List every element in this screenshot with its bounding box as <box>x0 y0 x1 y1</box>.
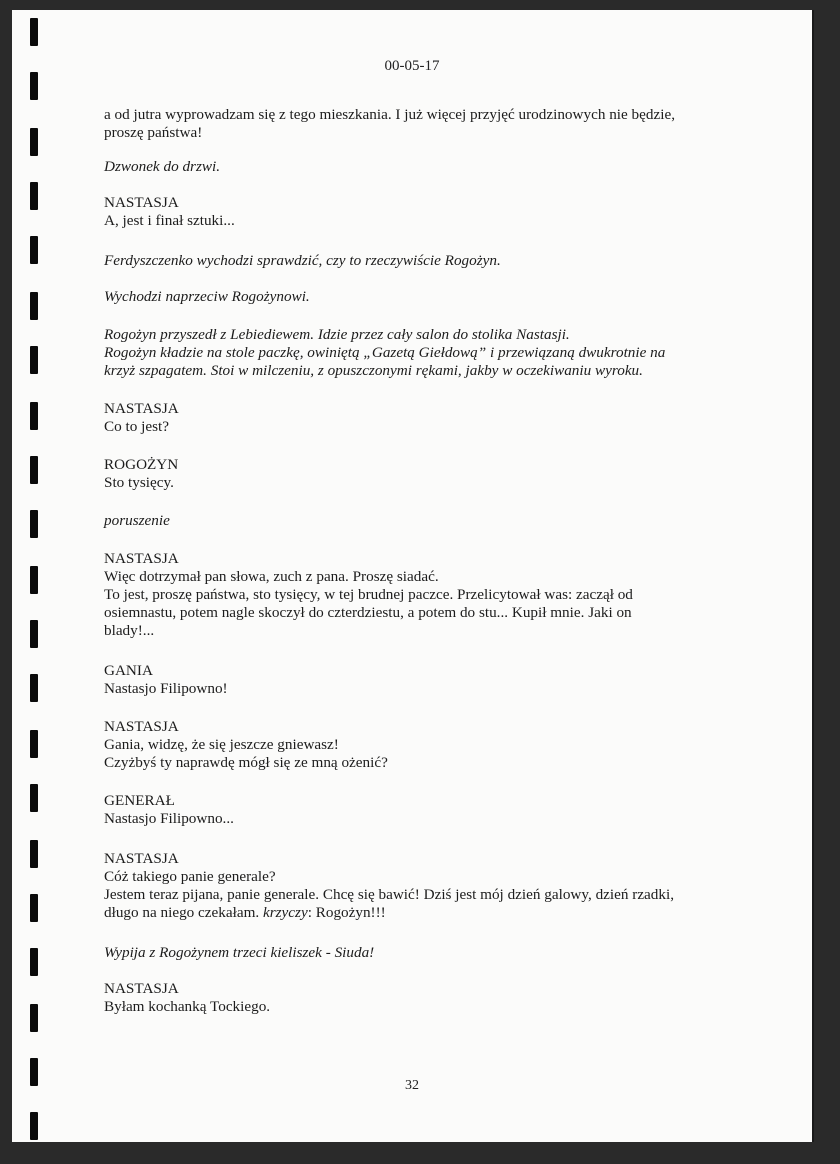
binding-hole <box>30 1112 38 1140</box>
dialogue-block <box>104 718 716 772</box>
speaker-name: GENERAŁ <box>104 792 175 809</box>
text-line: poruszenie <box>104 512 170 529</box>
stage-direction <box>104 252 716 270</box>
stage-direction <box>104 944 716 962</box>
dialogue-block <box>104 194 716 230</box>
text-line: Wychodzi naprzeciw Rogożynowi. <box>104 288 310 305</box>
speaker-name: NASTASJA <box>104 194 179 211</box>
text-line: A, jest i finał sztuki... <box>104 212 235 229</box>
text-line: Dzwonek do drzwi. <box>104 158 221 175</box>
text-line: blady!... <box>104 622 155 639</box>
text-line: długo na niego czekałam. <box>104 904 263 921</box>
speaker-name: NASTASJA <box>104 400 179 417</box>
text-line: Nastasjo Filipowno... <box>104 810 234 827</box>
text-line: Gania, widzę, że się jeszcze gniewasz! <box>104 736 339 753</box>
binding-hole <box>30 236 38 264</box>
dialogue-block <box>104 980 716 1016</box>
dialogue-block <box>104 662 716 698</box>
dialogue-block <box>104 550 716 640</box>
text-line: Rogożyn kładzie na stole paczkę, owiniętą „Gazetą Giełdową” i przewiązaną dwukrotnie na <box>104 344 666 361</box>
text-line: proszę państwa! <box>104 124 203 141</box>
binding-hole <box>30 674 38 702</box>
binding-hole <box>30 72 38 100</box>
stage-direction <box>104 158 716 176</box>
text-line: krzyż szpagatem. Stoi w milczeniu, z opuszczonymi rękami, jakby w oczekiwaniu wyroku. <box>104 362 643 379</box>
text-line: Wypija z Rogożynem trzeci kieliszek - Siuda! <box>104 944 375 961</box>
text-line: Ferdyszczenko wychodzi sprawdzić, czy to rzeczywiście Rogożyn. <box>104 252 501 269</box>
page-header-date: 00-05-17 <box>384 58 440 74</box>
binding-holes <box>12 10 52 1142</box>
stage-direction <box>104 326 716 380</box>
binding-hole <box>30 182 38 210</box>
dialogue-block <box>104 456 716 492</box>
binding-hole <box>30 128 38 156</box>
speaker-name: NASTASJA <box>104 718 179 735</box>
binding-hole <box>30 510 38 538</box>
speaker-name: NASTASJA <box>104 850 179 867</box>
text-line: Jestem teraz pijana, panie generale. Chcę się bawić! Dziś jest mój dzień galowy, dzień rzadki, <box>104 886 675 903</box>
binding-hole <box>30 292 38 320</box>
binding-hole <box>30 18 38 46</box>
speaker-name: NASTASJA <box>104 550 179 567</box>
binding-hole <box>30 840 38 868</box>
text-line: Byłam kochanką Tockiego. <box>104 998 271 1015</box>
text-line: Czyżbyś ty naprawdę mógł się ze mną ożenić? <box>104 754 388 771</box>
binding-hole <box>30 402 38 430</box>
speaker-name: ROGOŻYN <box>104 456 179 473</box>
text-line: Nastasjo Filipowno! <box>104 680 228 697</box>
binding-hole <box>30 948 38 976</box>
binding-hole <box>30 566 38 594</box>
text-line: a od jutra wyprowadzam się z tego mieszkania. I już więcej przyjęć urodzinowych nie będzie, <box>104 106 675 123</box>
text-line: Więc dotrzymał pan słowa, zuch z pana. Proszę siadać. <box>104 568 439 585</box>
stage-direction <box>104 288 716 306</box>
binding-hole <box>30 346 38 374</box>
dialogue-block <box>104 792 716 828</box>
text-line: osiemnastu, potem nagle skoczył do czterdziestu, a potem do stu... Kupił mnie. Jaki on <box>104 604 632 621</box>
text-line: To jest, proszę państwa, sto tysięcy, w tej brudnej paczce. Przelicytował was: zaczął od <box>104 586 633 603</box>
text-line: Rogożyn przyszedł z Lebiediewem. Idzie przez cały salon do stolika Nastasji. <box>104 326 570 343</box>
dialogue-block <box>104 850 716 922</box>
binding-hole <box>30 1004 38 1032</box>
dialogue-block <box>104 106 716 142</box>
text-line: Cóż takiego panie generale? <box>104 868 276 885</box>
inline-stage-direction: krzyczy <box>263 904 308 921</box>
stage-direction <box>104 512 716 530</box>
text-line: : Rogożyn!!! <box>307 904 386 921</box>
binding-hole <box>30 894 38 922</box>
binding-hole <box>30 784 38 812</box>
dialogue-block <box>104 400 716 436</box>
page-number: 32 <box>405 1078 419 1093</box>
text-line: Sto tysięcy. <box>104 474 174 491</box>
text-line: Co to jest? <box>104 418 169 435</box>
script-page <box>12 10 814 1142</box>
binding-hole <box>30 456 38 484</box>
speaker-name: NASTASJA <box>104 980 179 997</box>
binding-hole <box>30 730 38 758</box>
binding-hole <box>30 620 38 648</box>
speaker-name: GANIA <box>104 662 153 679</box>
